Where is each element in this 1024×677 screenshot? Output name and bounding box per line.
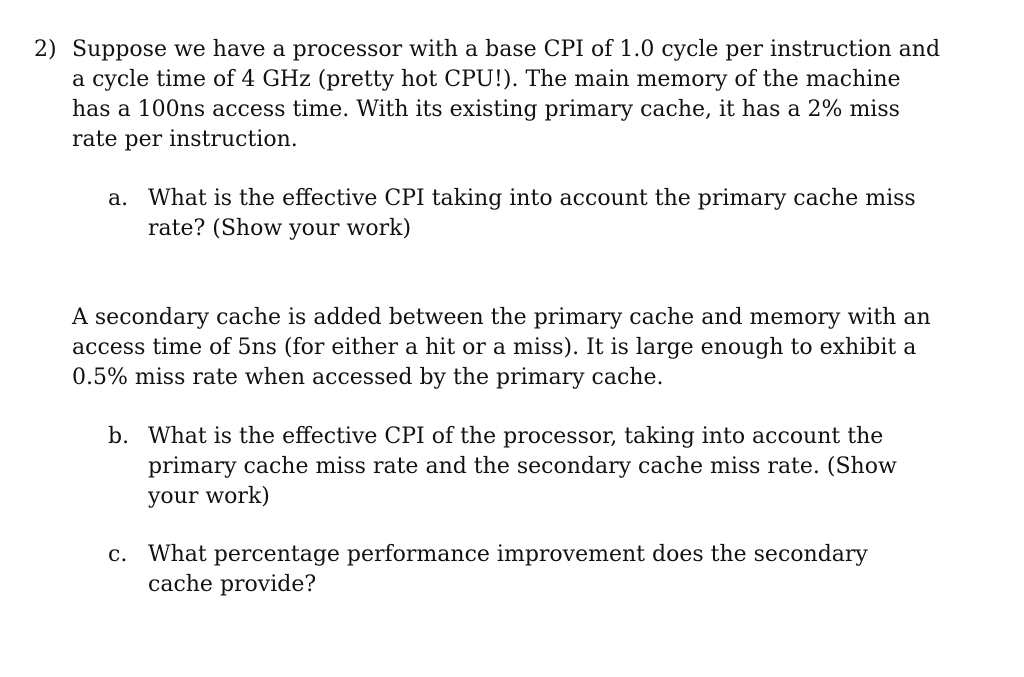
part-a-letter: a. — [108, 186, 129, 211]
secondary-line: A secondary cache is added between the primary cache and memory with an — [72, 305, 931, 330]
part-a-text — [148, 184, 916, 244]
secondary-line: 0.5% miss rate when accessed by the primary cache. — [72, 365, 664, 390]
part-b-text — [148, 422, 897, 512]
part-a-line: What is the effective CPI taking into account the primary cache miss — [148, 186, 916, 211]
part-b-line: your work) — [148, 484, 270, 509]
part-c-letter: c. — [108, 542, 128, 567]
intro-line: rate per instruction. — [72, 127, 298, 152]
intro-line: has a 100ns access time. With its existing primary cache, it has a 2% miss — [72, 97, 900, 122]
secondary-cache-paragraph — [72, 303, 931, 393]
intro-line: a cycle time of 4 GHz (pretty hot CPU!). The main memory of the machine — [72, 67, 901, 92]
part-b-line: primary cache miss rate and the secondary cache miss rate. (Show — [148, 454, 897, 479]
part-c-text — [148, 540, 868, 600]
part-b-letter: b. — [108, 424, 130, 449]
question-intro — [72, 35, 940, 155]
part-b-line: What is the effective CPI of the processor, taking into account the — [148, 424, 884, 449]
secondary-line: access time of 5ns (for either a hit or a miss). It is large enough to exhibit a — [72, 335, 917, 360]
part-a-line: rate? (Show your work) — [148, 216, 412, 241]
intro-line: Suppose we have a processor with a base CPI of 1.0 cycle per instruction and — [72, 37, 941, 62]
part-c-line: What percentage performance improvement does the secondary — [148, 542, 868, 567]
question-number: 2) — [34, 37, 57, 62]
part-c-line: cache provide? — [148, 572, 317, 597]
